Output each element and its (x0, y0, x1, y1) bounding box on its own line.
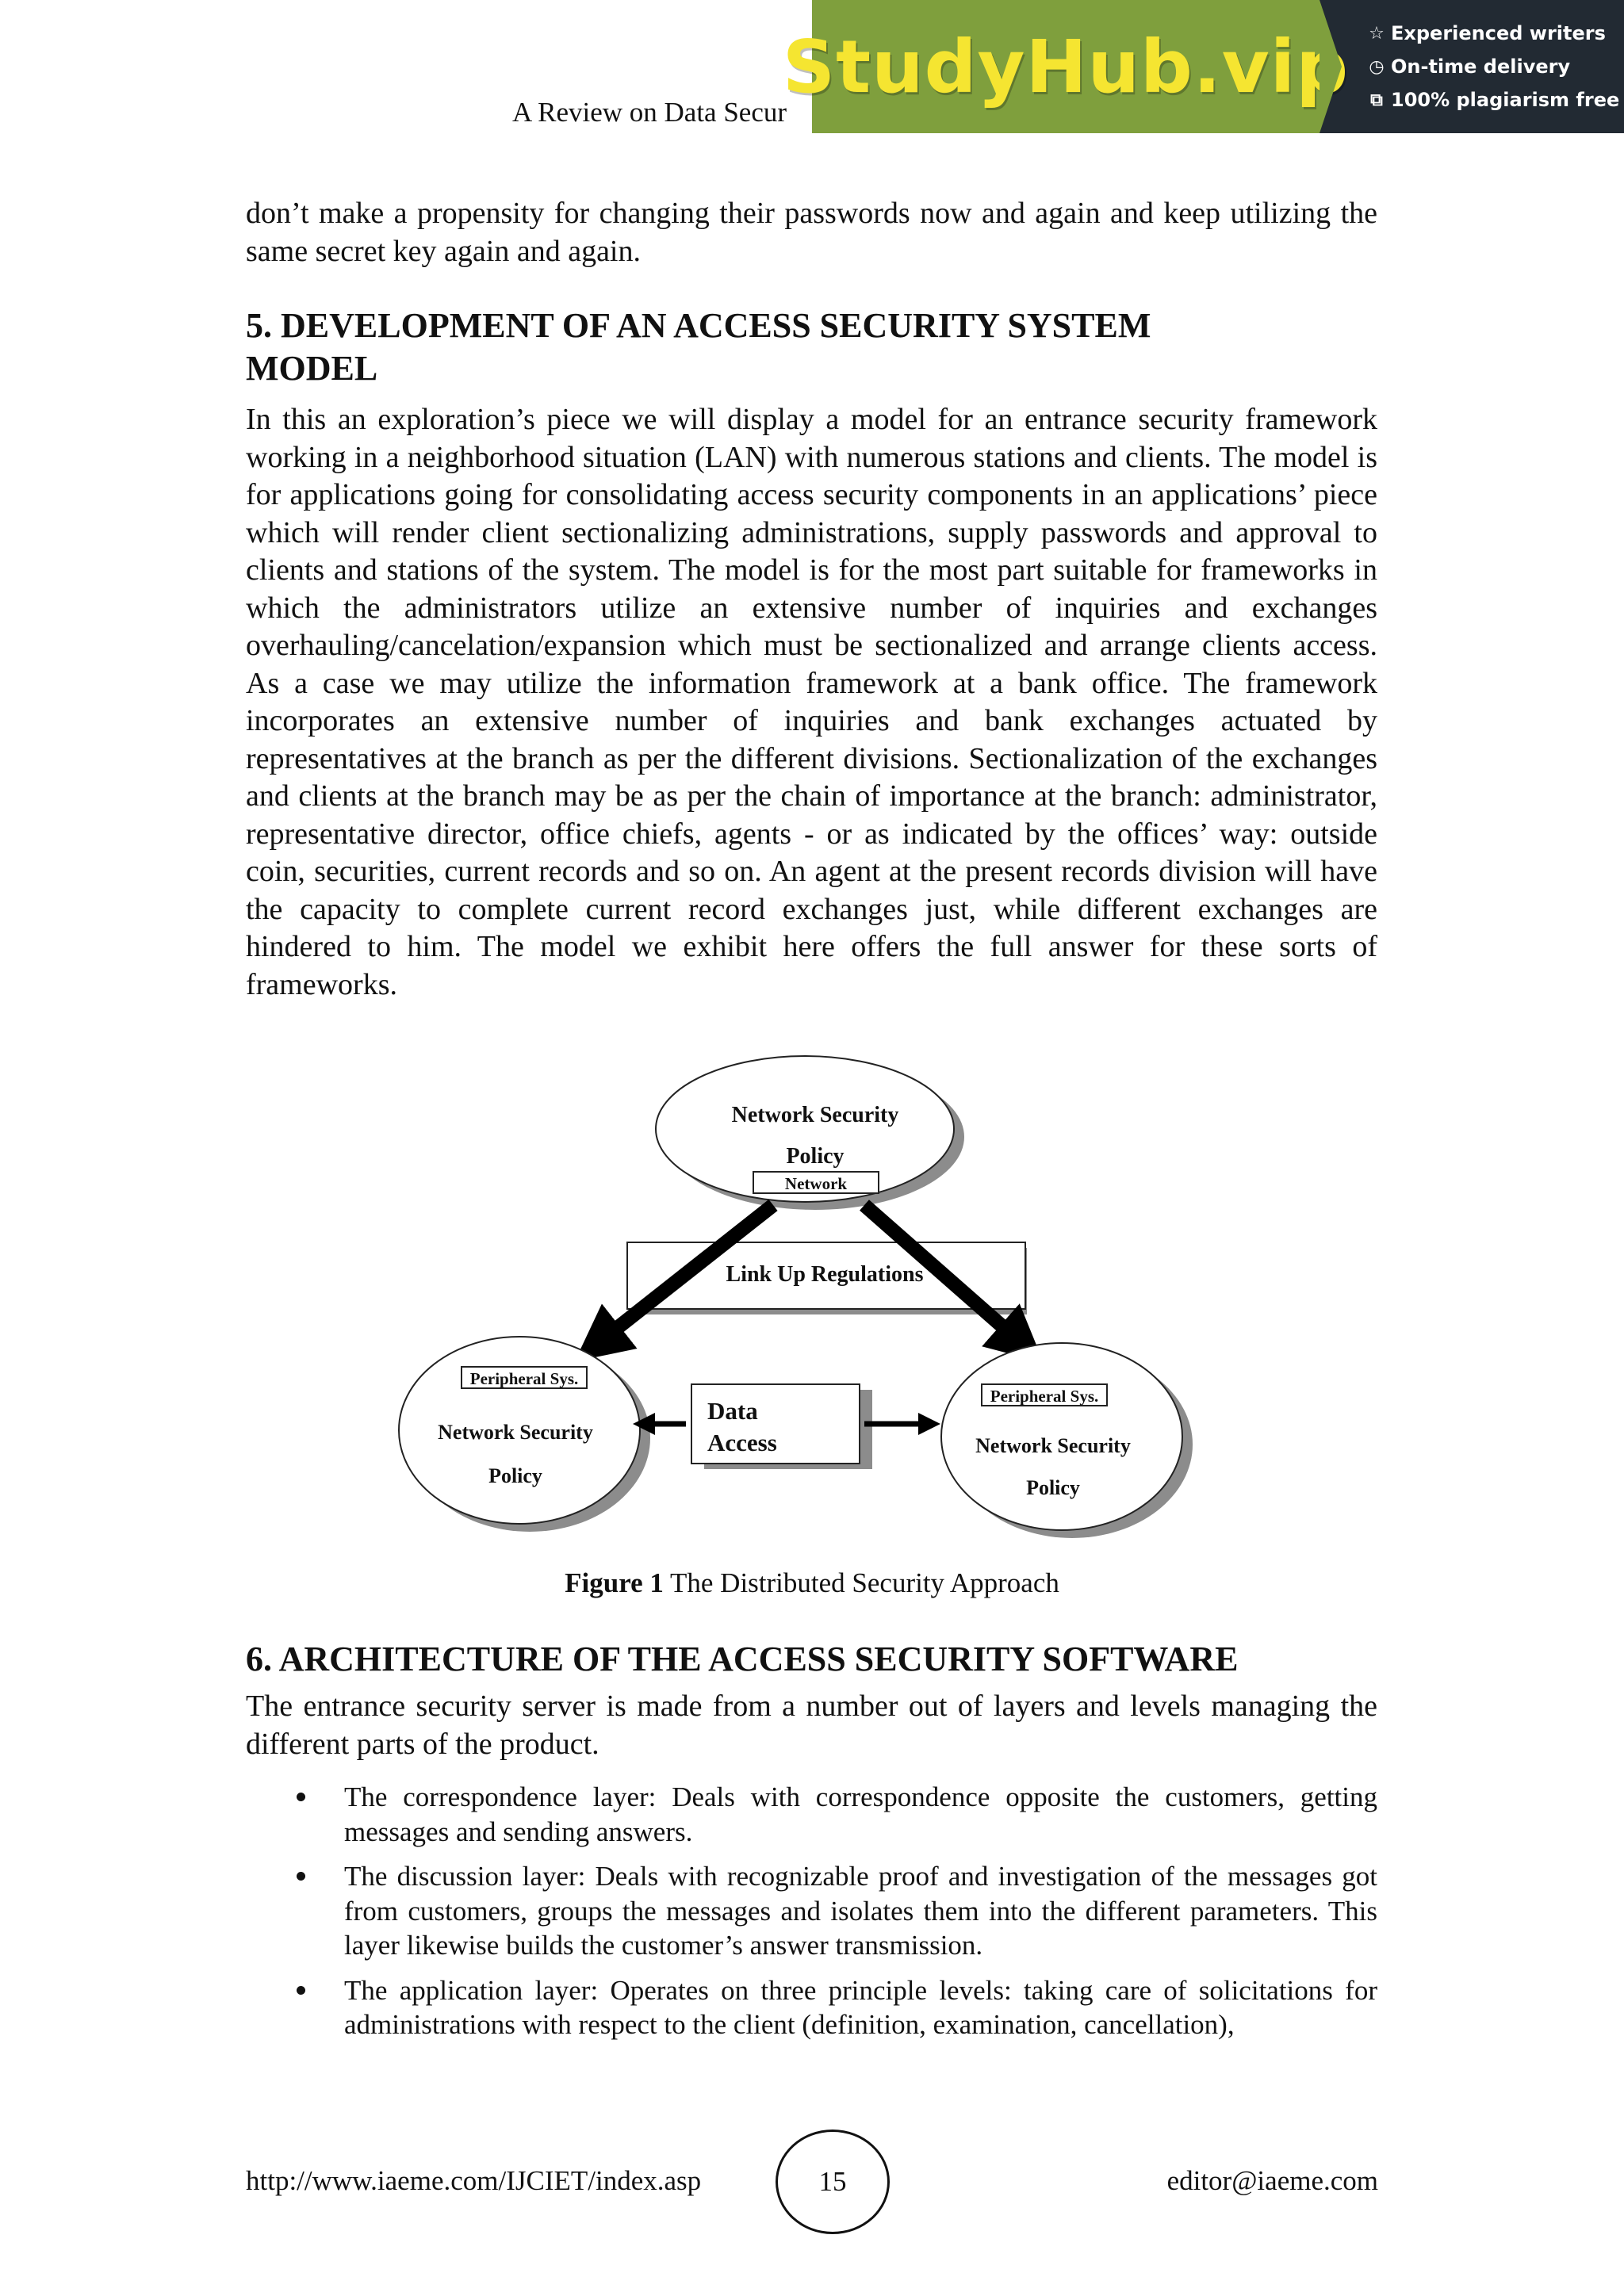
ad-banner[interactable] (782, 0, 1624, 133)
feature-text: Experienced writers (1391, 22, 1606, 44)
banner-brand-panel[interactable] (782, 0, 1350, 133)
bullet-dot (297, 1793, 305, 1801)
list-item (246, 1780, 1377, 1849)
copy-icon: ⧉ (1370, 90, 1383, 110)
figure-1-diagram (389, 1054, 1197, 1538)
section-6-paragraph: The entrance security server is made from a number out of layers and levels managing the different parts of the product. (246, 1689, 1377, 1761)
footer-email-link[interactable]: editor@iaeme.com (1166, 2165, 1378, 2196)
section-6-body (246, 1688, 1377, 1763)
brand-logo[interactable]: StudyHub.vip (782, 24, 1350, 109)
feature-item (1369, 22, 1624, 44)
banner-features (1320, 0, 1624, 133)
data-access-line1: Data (707, 1397, 758, 1425)
list-item (246, 1859, 1377, 1963)
top-ellipse-line1: Network Security (731, 1103, 899, 1127)
feature-text: On-time delivery (1391, 55, 1571, 78)
top-network-label: Network (784, 1174, 848, 1193)
section-6-bullet-list (246, 1780, 1377, 2053)
bullet-dot (297, 1872, 305, 1881)
clock-icon: ◷ (1369, 56, 1385, 77)
right-ellipse-line1: Network Security (975, 1434, 1131, 1457)
right-peripheral-label: Peripheral Sys. (990, 1387, 1099, 1406)
feature-item (1369, 55, 1624, 78)
intro-paragraph: don’t make a propensity for changing their passwords now and again and keep utilizing the same secret key again and again. (246, 197, 1377, 268)
page-number (776, 2130, 890, 2234)
bullet-text: The correspondence layer: Deals with correspondence opposite the customers, getting messages and sending answers. (344, 1781, 1377, 1847)
left-peripheral-label: Peripheral Sys. (469, 1369, 579, 1388)
section-6-heading-block (246, 1638, 1377, 1681)
left-ellipse-line2: Policy (488, 1464, 542, 1487)
page-number-text: 15 (818, 2166, 847, 2197)
figure-caption-label: Figure 1 (565, 1567, 664, 1598)
section-5-paragraph: In this an exploration’s piece we will display a model for an entrance security framework working in a neighborhood situation (LAN) with numerous stations and clients. The model is for applications going for consolidating access security components in an applications’ piece which will render client sectionalizing administrations, supply passwords and approval to clients and stations of the system. The model is for the most part suitable for frameworks in which the administrators utilize an extensive number of inquiries and exchanges overhauling/cancelation/expansion which must be sectionalized and arrange clients access. As a case we may utilize the information framework at a bank office. The framework incorporates an extensive number of inquiries and bank exchanges actuated by representatives at the branch as per the different divisions. Sectionalization of the exchanges and clients at the branch may be as per the chain of importance at the branch: administrator, representative director, office chiefs, agents - or as indicated by the offices’ way: outside coin, securities, current records and so on. An agent at the present records division will have the capacity to complete current record exchanges just, while different exchanges are hindered to him. The model we exhibit here offers the full answer for these sorts of frameworks. (246, 403, 1377, 1001)
left-ellipse-line1: Network Security (438, 1421, 593, 1444)
center-box-label: Link Up Regulations (726, 1262, 924, 1287)
bullet-list (246, 1780, 1377, 2042)
section-6-heading: 6. ARCHITECTURE OF THE ACCESS SECURITY SOFTWARE (246, 1640, 1239, 1678)
data-access-line2: Access (707, 1429, 777, 1456)
footer-url-link[interactable]: http://www.iaeme.com/IJCIET/index.asp (246, 2165, 702, 2196)
list-item (246, 1973, 1377, 2042)
section-5-heading (246, 304, 1377, 390)
top-ellipse-line2: Policy (786, 1144, 845, 1169)
figure-caption-text: The Distributed Security Approach (663, 1567, 1059, 1598)
bullet-dot (297, 1986, 305, 1995)
bullet-text: The discussion layer: Deals with recognizable proof and investigation of the messages got from customers, groups the messages and isolates them into the different parameters. This layer likewise builds the customer’s answer transmission. (344, 1861, 1377, 1961)
bullet-text: The application layer: Operates on three principle levels: taking care of solicitations for administrations with respect to the client (definition, examination, cancellation), (344, 1974, 1377, 2040)
section-5-heading-line1: 5. DEVELOPMENT OF AN ACCESS SECURITY SYSTEM (246, 306, 1151, 345)
intro-text-block (246, 195, 1377, 270)
running-header: A Review on Data Secur (512, 97, 787, 128)
distributed-security-diagram (389, 1054, 1197, 1538)
section-5-heading-line2: MODEL (246, 349, 378, 388)
feature-text: 100% plagiarism free (1391, 89, 1620, 111)
section-5-body (246, 401, 1377, 1004)
feature-item (1369, 89, 1624, 111)
figure-caption (0, 1567, 1624, 1599)
right-ellipse-line2: Policy (1026, 1476, 1080, 1499)
star-icon: ☆ (1369, 23, 1385, 44)
